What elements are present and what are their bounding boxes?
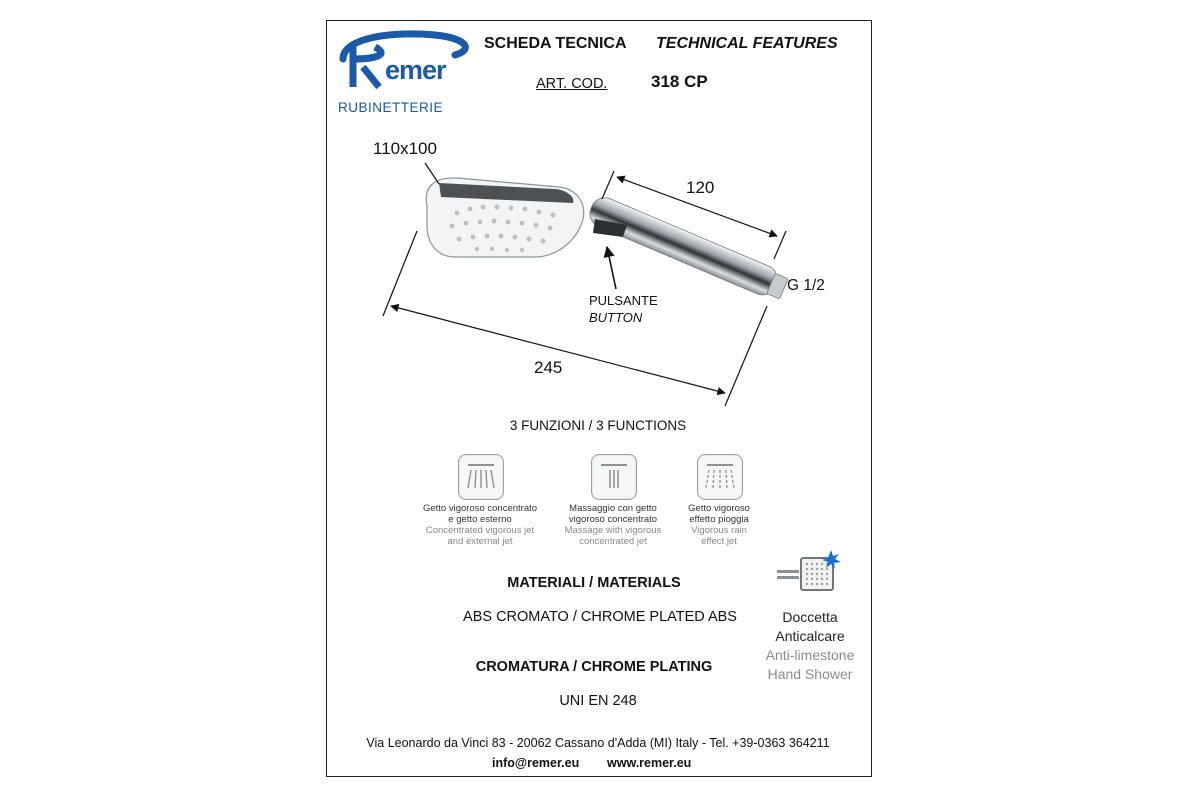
materials-value: ABS CROMATO / CHROME PLATED ABS: [463, 609, 737, 625]
thread-size: G 1/2: [787, 277, 825, 294]
title-en: TECHNICAL FEATURES: [656, 35, 838, 52]
rain-jet-icon: [697, 454, 743, 500]
svg-text:emer: emer: [385, 55, 446, 85]
total-length: 245: [534, 358, 563, 377]
anti-limestone-label: Doccetta Anticalcare Anti-limestone Hand Shower: [765, 609, 855, 682]
art-code-label: ART. COD.: [536, 76, 608, 92]
footer-address: Via Leonardo da Vinci 83 - 20062 Cassano d'Adda (MI) Italy - Tel. +39-0363 364211: [366, 736, 830, 750]
button-label-it: PULSANTE: [589, 293, 658, 308]
anti-limestone-icon: [775, 548, 843, 594]
footer-website[interactable]: www.remer.eu: [607, 756, 692, 770]
function-1-text: Getto vigoroso concentrato e getto esterno Concentrated vigorous jet and external jet: [422, 503, 538, 547]
title-it: SCHEDA TECNICA: [484, 35, 627, 52]
function-2-text: Massaggio con getto vigoroso concentrato Massage with vigorous concentrated jet: [564, 503, 662, 547]
brand-subtitle: RUBINETTERIE: [338, 100, 444, 115]
plating-title: CROMATURA / CHROME PLATING: [475, 659, 713, 675]
materials-title: MATERIALI / MATERIALS: [507, 575, 681, 591]
plating-value: UNI EN 248: [559, 693, 637, 709]
hand-shower-drawing: [327, 21, 873, 421]
handle-dimension: 120: [686, 178, 715, 197]
head-dimension: 110x100: [373, 139, 437, 158]
button-label-en: BUTTON: [589, 310, 643, 325]
functions-title: 3 FUNZIONI / 3 FUNCTIONS: [509, 418, 687, 433]
footer-email[interactable]: info@remer.eu: [492, 756, 580, 770]
concentrated-jet-icon: [458, 454, 504, 500]
art-code-value: 318 CP: [651, 72, 708, 91]
technical-sheet: [326, 20, 872, 777]
function-3-text: Getto vigoroso effetto pioggia Vigorous rain effect jet: [688, 503, 750, 547]
massage-jet-icon: [591, 454, 637, 500]
